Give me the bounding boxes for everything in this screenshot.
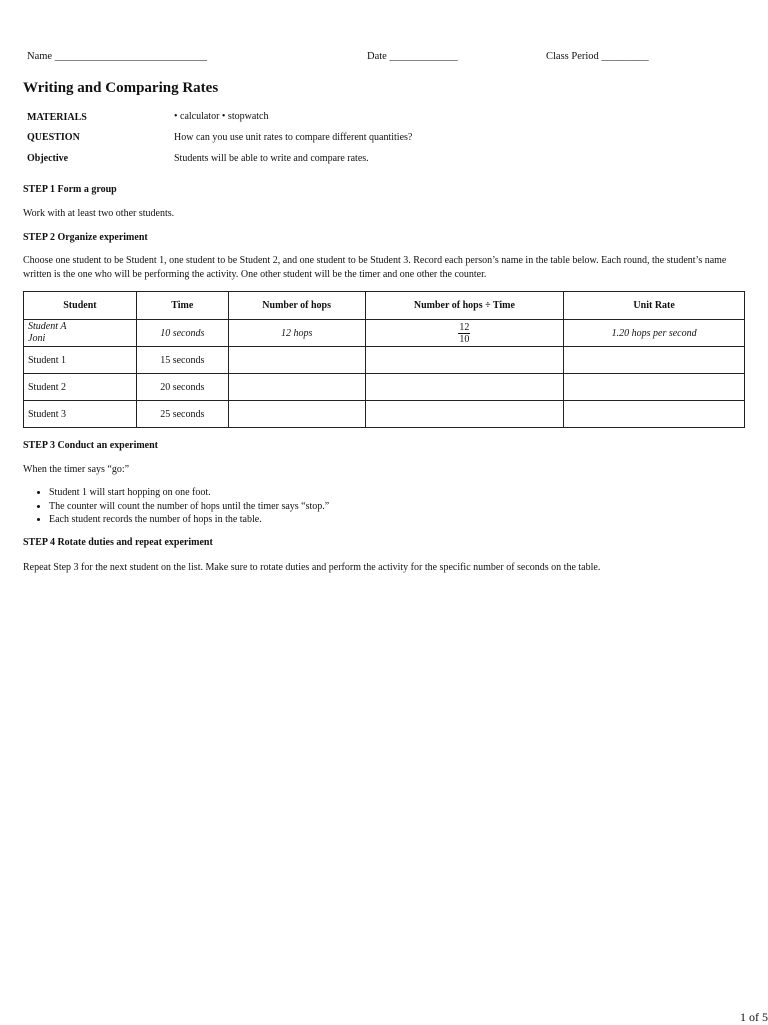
worksheet-title: Writing and Comparing Rates (23, 80, 219, 96)
page-number: 1 of 5 (740, 1010, 768, 1024)
column-header-unit-rate: Unit Rate (564, 292, 745, 320)
table-row (24, 401, 745, 428)
column-header-hops-per-time: Number of hops ÷ Time (365, 292, 564, 320)
hops-cell-blank[interactable] (228, 347, 365, 374)
fraction (458, 322, 470, 345)
question-value: How can you use unit rates to compare different quantities? (174, 132, 413, 143)
list-item: • Each student records the number of hops in the table. (49, 513, 329, 527)
table-row-example (24, 320, 745, 347)
example-fraction-cell (365, 320, 564, 347)
example-unit-rate-cell: 1.20 hops per second (564, 320, 745, 347)
table-header-row (24, 292, 745, 320)
example-hops-cell: 12 hops (228, 320, 365, 347)
name-field: Name _____________________________ (27, 51, 207, 62)
example-student-cell (24, 320, 137, 347)
step3-bullet-list (23, 486, 329, 527)
unit-rate-cell-blank[interactable] (564, 401, 745, 428)
table-row (24, 374, 745, 401)
student-cell: Student 1 (24, 347, 137, 374)
list-item: • Student 1 will start hopping on one foot. (49, 486, 329, 500)
list-item: • The counter will count the number of hops until the timer says “stop.” (49, 500, 329, 514)
column-header-hops: Number of hops (228, 292, 365, 320)
step2-text: Choose one student to be Student 1, one student to be Student 2, and one student to be Student 3. Record each person’s name in the table below. Each round, the student’s name written is the one who will be performing the activity. One other student will be the timer and one other the counter. (23, 255, 727, 280)
step3-heading: STEP 3 Conduct an experiment (23, 440, 159, 451)
hops-per-time-cell-blank[interactable] (365, 401, 564, 428)
unit-rate-cell-blank[interactable] (564, 374, 745, 401)
step4-heading: STEP 4 Rotate duties and repeat experiment (23, 537, 213, 548)
fraction-numerator: 12 (459, 321, 470, 333)
step2-heading: STEP 2 Organize experiment (23, 232, 148, 243)
step3-text: When the timer says “go:” (23, 464, 130, 475)
step1-heading: STEP 1 Form a group (23, 184, 117, 195)
time-cell: 25 seconds (136, 401, 228, 428)
class-period-field: Class Period _________ (546, 51, 649, 62)
step1-text: Work with at least two other students. (23, 208, 175, 219)
hops-cell-blank[interactable] (228, 401, 365, 428)
table-row (24, 347, 745, 374)
example-student-name: Joni (28, 333, 46, 344)
student-cell: Student 3 (24, 401, 137, 428)
objective-label: Objective (27, 153, 69, 164)
hops-table (23, 291, 745, 428)
column-header-student: Student (24, 292, 137, 320)
unit-rate-cell-blank[interactable] (564, 347, 745, 374)
materials-value: • calculator • stopwatch (174, 111, 269, 122)
question-label: QUESTION (27, 132, 80, 143)
date-field: Date _____________ (367, 51, 458, 62)
example-student-label: Student A (28, 321, 67, 332)
student-cell: Student 2 (24, 374, 137, 401)
hops-cell-blank[interactable] (228, 374, 365, 401)
column-header-time: Time (136, 292, 228, 320)
hops-per-time-cell-blank[interactable] (365, 374, 564, 401)
objective-value: Students will be able to write and compare rates. (174, 153, 369, 164)
time-cell: 15 seconds (136, 347, 228, 374)
time-cell: 20 seconds (136, 374, 228, 401)
example-time-cell: 10 seconds (136, 320, 228, 347)
fraction-denominator: 10 (459, 333, 470, 345)
hops-per-time-cell-blank[interactable] (365, 347, 564, 374)
materials-label: MATERIALS (27, 112, 87, 123)
step4-text: Repeat Step 3 for the next student on the list. Make sure to rotate duties and perform the activity for the specific number of seconds on the table. (23, 562, 601, 573)
